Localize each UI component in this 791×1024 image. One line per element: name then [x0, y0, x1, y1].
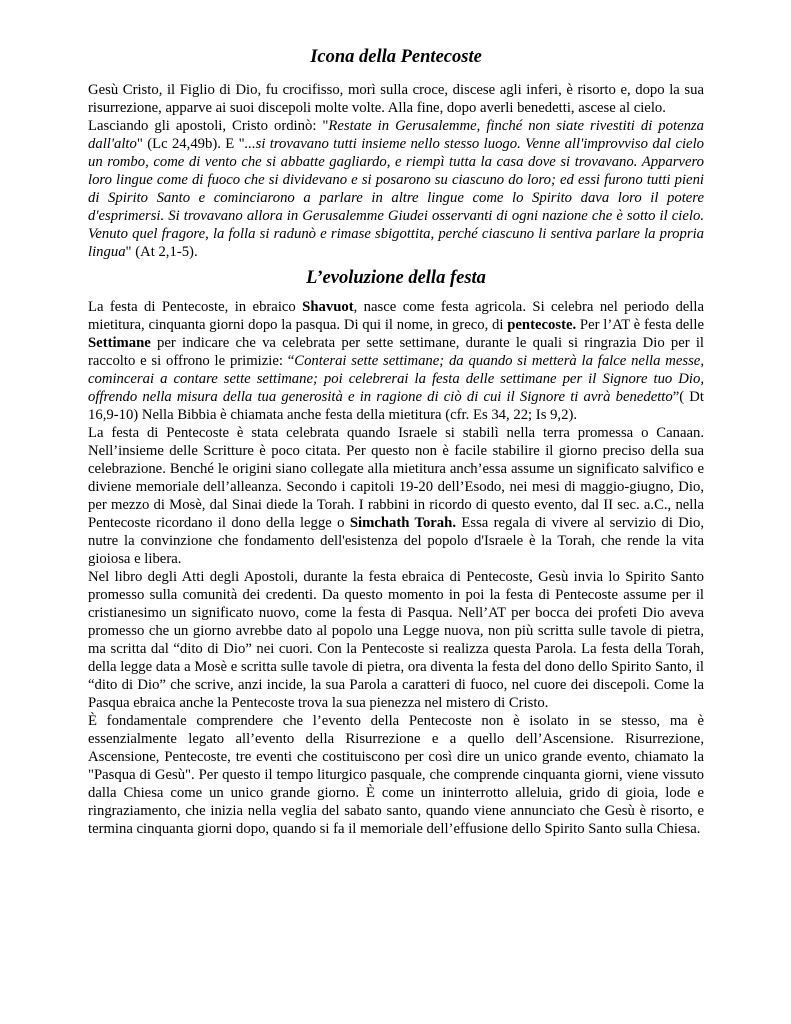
page-title: Icona della Pentecoste — [310, 47, 482, 67]
document-page — [88, 45, 704, 838]
paragraph-easter: È fondamentale comprendere che l’evento della Pentecoste non è isolato in se stesso, ma è essenzialmente legato all’evento della Risurrezione e a quello dell’Ascensione. Risurrezione, Ascensione, Pentecoste, tre eventi che costituiscono per così dire un unico grande evento, chiamato la "Pasqua di Gesù". Per questo il tempo liturgico pasquale, che comprende cinquanta giorni, viene vissuto dalla Chiesa come un unico grande giorno. È come un ininterrotto alleluia, grido di gioia, lode e ringraziamento, che inizia nella veglia del sabato santo, quando viene annunciato che Gesù è risorto, e termina cinquanta giorni dopo, quando si fa il memoriale dell’effusione dello Spirito Santo sulla Chiesa. — [88, 713, 704, 837]
paragraph-acts: Nel libro degli Atti degli Apostoli, durante la festa ebraica di Pentecoste, Gesù invia lo Spirito Santo promesso sulla comunità dei credenti. Da questo momento in poi la festa di Pentecoste assume per il cristianesimo un significato nuovo, come la festa di Pasqua. Nell’AT per bocca dei profeti Dio aveva promesso che un giorno avrebbe dato al popolo una Legge nuova, non più scritta sulle tavole di pietra, ma scritta dal “dito di Dio” nei cuori. Con la Pentecoste si realizza questa Parola. La festa della Torah, della legge data a Mosè e scritta sulle tavole di pietra, ora diventa la festa del dono dello Spirito Santo, il “dito di Dio” che scrive, anzi incide, la sua Parola a caratteri di fuoco, nel cuore dei discepoli. Come la Pasqua ebraica anche la Pentecoste trova la sua pienezza nel mistero di Cristo. — [88, 569, 704, 711]
section-title: L’evoluzione della festa — [306, 268, 486, 288]
paragraph-scripture: Lasciando gli apostoli, Cristo ordinò: "Restate in Gerusalemme, finché non siate rivestiti di potenza dall'alto" (Lc 24,49b). E "...si trovavano tutti insieme nello stesso luogo. Venne all'improvviso dal cielo un rombo, come di vento che si abbatte gagliardo, e riempì tutta la casa dove si trovavano. Apparvero loro lingue come di fuoco che si dividevano e si posarono su ciascuno do loro; ed essi furono tutti pieni di Spirito Santo e cominciarono a parlare in altre lingue come lo Spirito dava loro il potere d'esprimersi. Si trovavano allora in Gerusalemme Giudei osservanti di ogni nazione che è sotto il cielo. Venuto quel fragore, la folla si radunò e rimase sbigottita, perché ciascuno li sentiva parlare la propria lingua" (At 2,1-5). — [88, 118, 704, 260]
paragraph-torah: La festa di Pentecoste è stata celebrata quando Israele si stabilì nella terra promessa o Canaan. Nell’insieme delle Scritture è poco citata. Per questo non è facile stabilire il giorno preciso della sua celebrazione. Benché le origini siano collegate alla mietitura anch’essa assume un significato salvifico e diviene memoriale dell’alleanza. Secondo i capitoli 19-20 dell’Esodo, nei mesi di maggio-giugno, Dio, per mezzo di Mosè, dal Sinai diede la Torah. I rabbini in ricordo di questo evento, dal II sec. a.C., nella Pentecoste ricordano il dono della legge o Simchath Torah. Essa regala di vivere al servizio di Dio, nutre la convinzione che fondamento dell'esistenza del popolo d'Israele è la Torah, che rende la vita gioiosa e libera. — [88, 425, 704, 567]
paragraph-shavuot: La festa di Pentecoste, in ebraico Shavuot, nasce come festa agricola. Si celebra nel periodo della mietitura, cinquanta giorni dopo la pasqua. Di qui il nome, in greco, di pentecoste. Per l’AT è festa delle Settimane per indicare che va celebrata per sette settimane, durante le quali si ringrazia Dio per il raccolto e si offrono le primizie: “Conterai sette settimane; da quando si metterà la falce nella messe, comincerai a contare sette settimane; poi celebrerai la festa delle settimane per il Signore tuo Dio, offrendo nella misura della tua generosità e in ragione di ciò di cui il Signore ti avrà benedetto”( Dt 16,9-10) Nella Bibbia è chiamata anche festa della mietitura (cfr. Es 34, 22; Is 9,2). — [88, 299, 704, 423]
paragraph-intro: Gesù Cristo, il Figlio di Dio, fu crocifisso, morì sulla croce, discese agli inferi, è risorto e, dopo la sua risurrezione, apparve ai suoi discepoli molte volte. Alla fine, dopo averli benedetti, ascese al cielo. — [88, 82, 704, 116]
